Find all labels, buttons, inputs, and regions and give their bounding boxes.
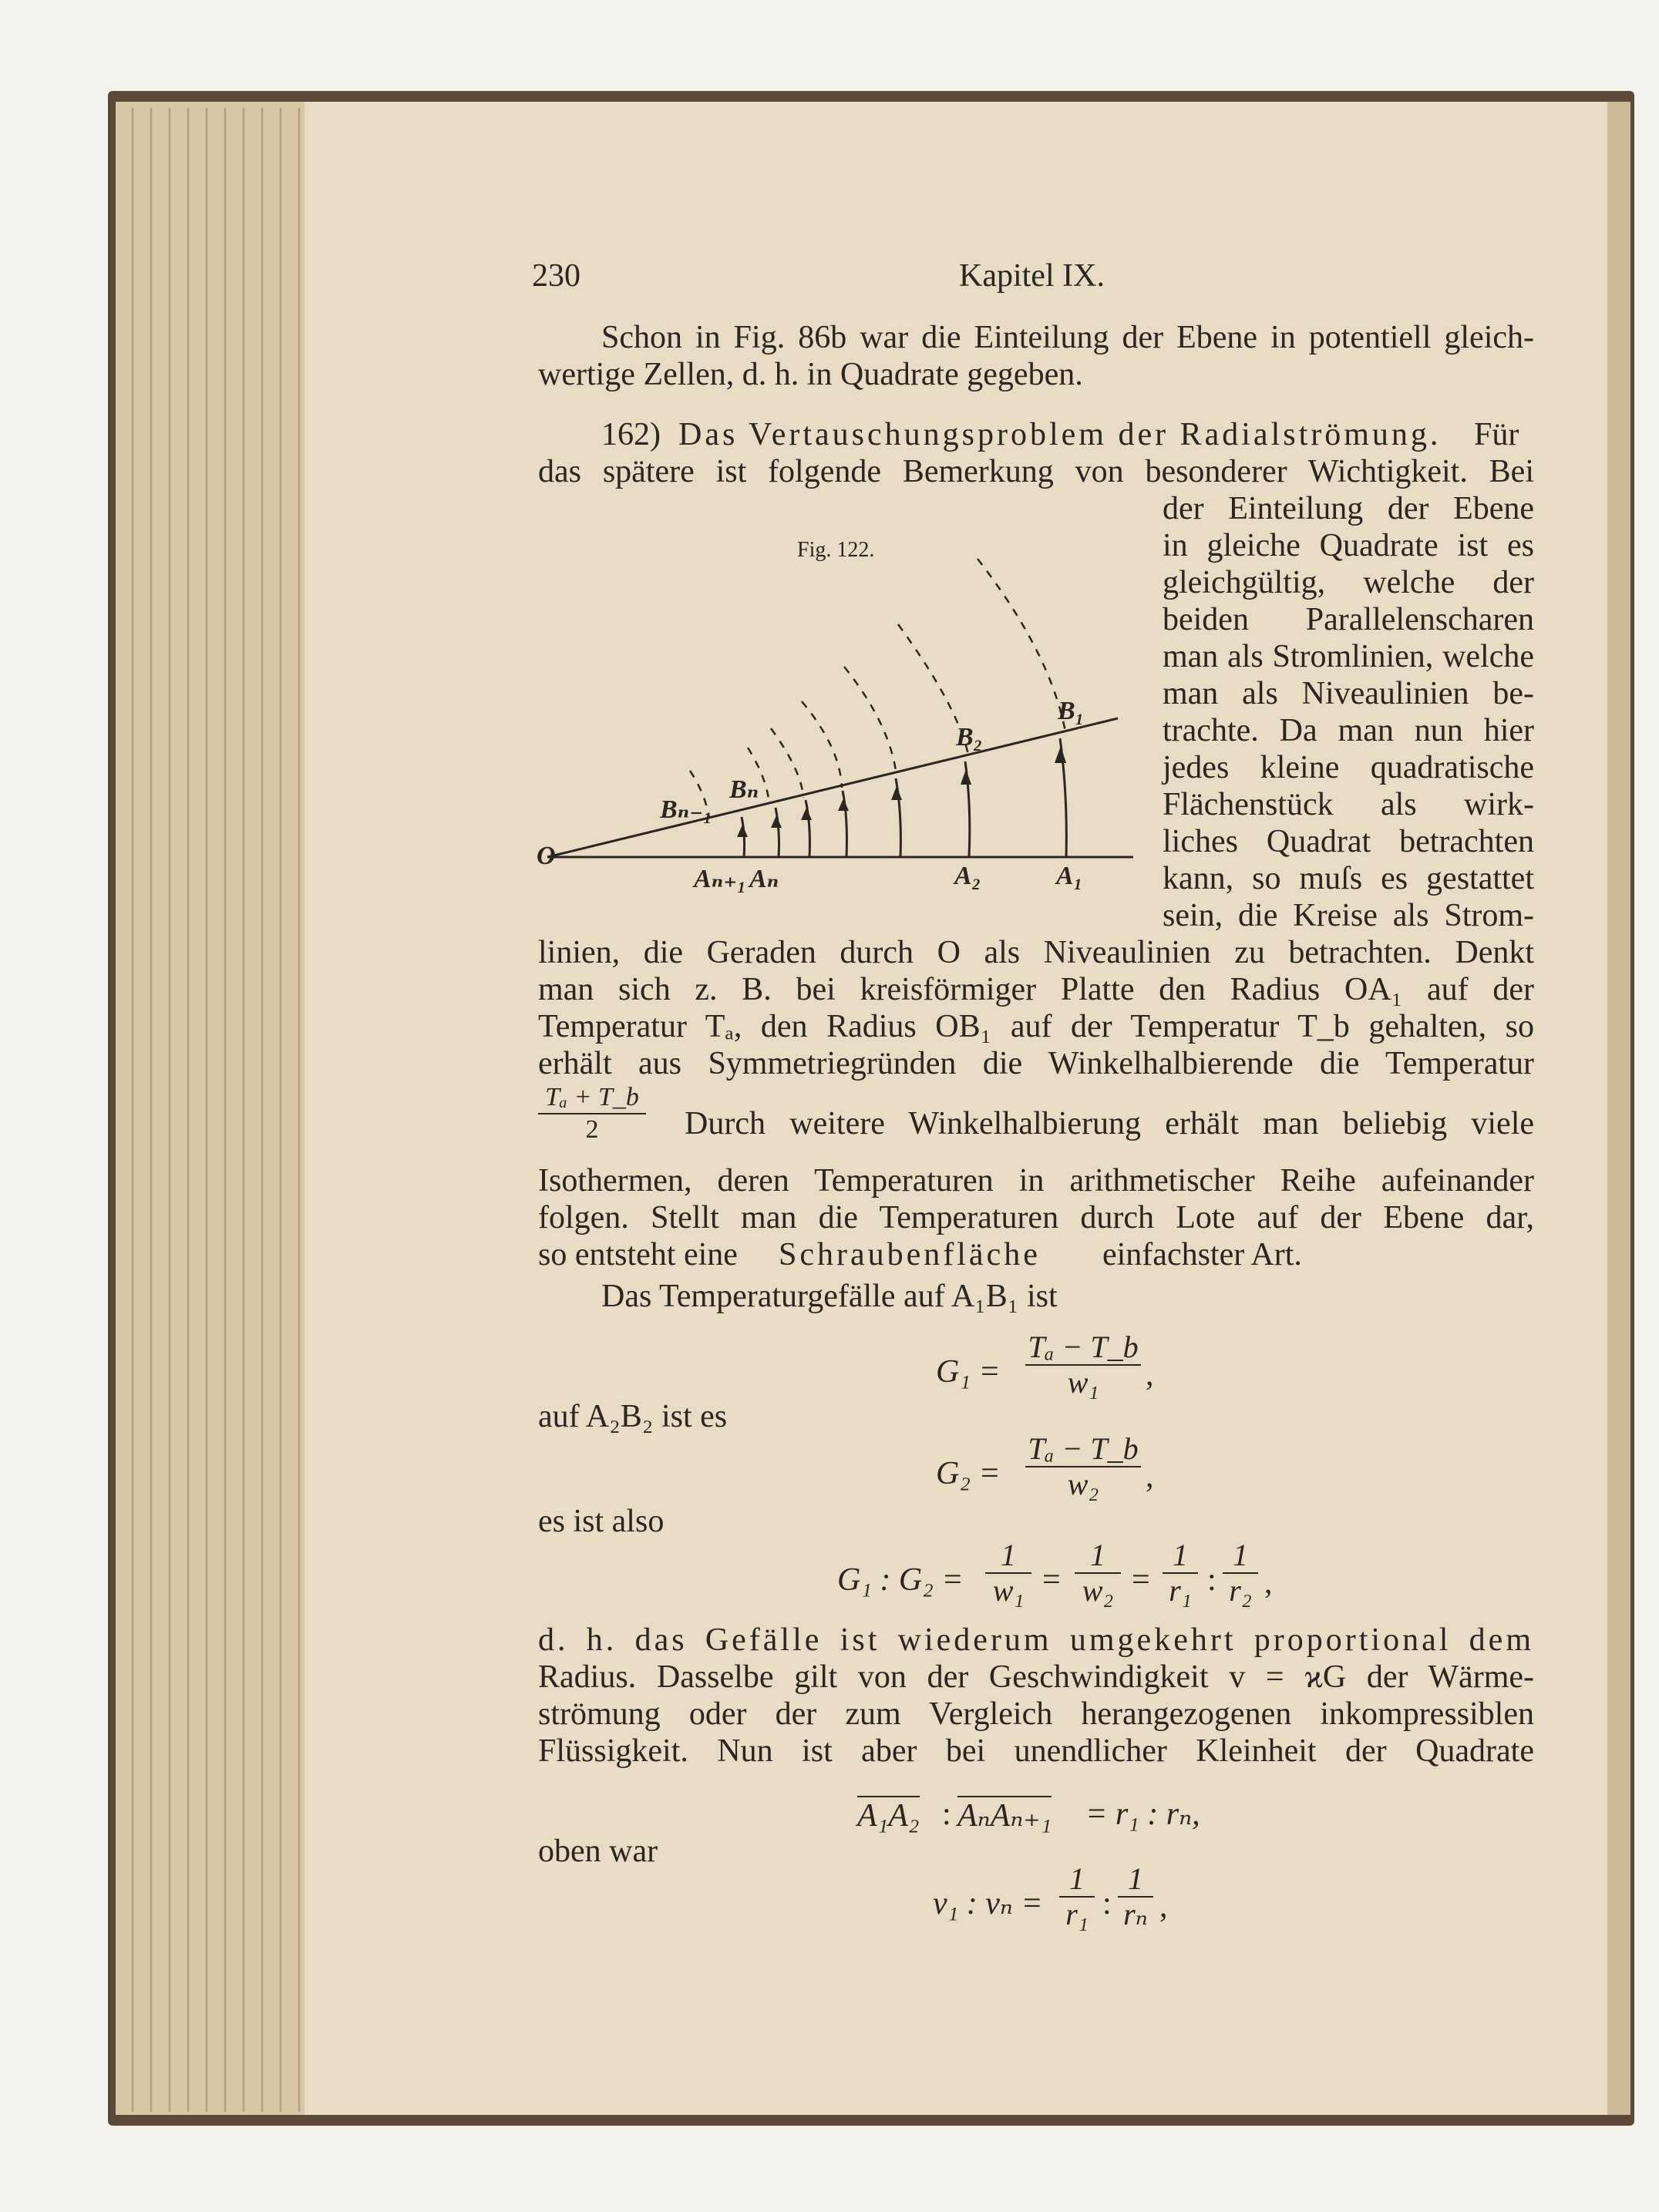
text-line: gleichgültig, welche der [1163,565,1534,600]
punctuation: , [1146,1357,1154,1393]
fraction-half [538,1082,646,1145]
text-line: erhält aus Symmetriegründen die Winkelhalbierende die Temperatur [538,1046,1534,1081]
fraction-numerator: 1 [1173,1538,1188,1572]
text-line: man sich z. B. bei kreisförmiger Platte den Radius OA₁ auf der [538,972,1534,1007]
colon-sign: : [1207,1562,1216,1598]
running-head: Kapitel IX. [959,258,1105,294]
punctuation: , [1146,1459,1154,1494]
arc-4 [802,701,842,788]
text-line: auf A₂B₂ ist es [538,1399,728,1434]
text-line: strömung oder der zum Vergleich herangezogenen inkompressiblen [538,1696,1534,1732]
text-line: Isothermen, deren Temperaturen in arithmetischer Reihe aufeinander [538,1163,1534,1198]
fraction-denominator: r₁ [1059,1896,1095,1931]
text-line: Flächenstück als wirk- [1163,787,1534,822]
text-line: Radius. Dasselbe gilt von der Geschwindigkeit v = ϰG der Wärme- [538,1659,1534,1695]
punctuation: , [1264,1565,1273,1601]
text-line: der Einteilung der Ebene [1163,491,1534,526]
text-line: Das Temperaturgefälle auf A₁B₁ ist [601,1279,1058,1314]
fraction-denominator: r₂ [1223,1572,1258,1608]
fraction-g1 [1025,1330,1141,1400]
fraction-numerator: Tₐ − T_b [1028,1330,1139,1364]
text-line: beiden Parallelenscharen [1163,602,1534,637]
text-line: d. h. das Gefälle ist wiederum umgekehrt proportional dem [538,1622,1534,1658]
text-line: linien, die Geraden durch O als Niveaulinien zu betrachten. Denkt [538,935,1534,970]
page-number: 230 [532,258,580,294]
fraction-denominator: w₁ [1025,1364,1141,1400]
text-line: in gleiche Quadrate ist es [1163,528,1534,563]
colon-sign: : [1102,1886,1112,1921]
fraction-1-r1 [1163,1538,1198,1608]
text-line: liches Quadrat betrachten [1163,824,1534,859]
punctuation: , [1159,1889,1168,1925]
text-line: einfachster Art. [1102,1237,1302,1272]
text-line: Für [1474,417,1519,452]
text-line: trachte. Da man nun hier [1163,713,1534,748]
text-line: es ist also [538,1504,665,1539]
text-line: Durch weitere Winkelhalbierung erhält man beliebig viele [685,1106,1534,1141]
label-An: Aₙ [749,865,779,893]
fraction-denominator: w₁ [985,1572,1031,1608]
fraction-numerator: 1 [1128,1861,1143,1896]
text-line: Flüssigkeit. Nun ist aber bei unendlicher Kleinheit der Quadrate [538,1733,1534,1769]
formula-rest: = r₁ : rₙ, [1085,1797,1200,1832]
fraction-1-w1 [985,1538,1031,1608]
label-A1: A₁ [1056,862,1083,890]
fraction-numerator: 1 [1001,1538,1016,1572]
emphasis-text: Schraubenfläche [779,1237,1041,1272]
formula-lhs: v₁ : vₙ = [933,1886,1043,1921]
figure-caption: Fig. 122. [797,538,875,562]
label-Bn: Bₙ [729,775,759,804]
fraction-numerator: Tₐ + T_b [545,1083,639,1111]
fraction-denominator: 2 [538,1113,646,1145]
text-line: man als Niveaulinien be- [1163,676,1534,711]
fraction-numerator: 1 [1090,1538,1105,1572]
section-title: Das Vertauschungsproblem der Radialströmung. [678,417,1442,452]
colon-sign: : [942,1797,951,1832]
text-line: das spätere ist folgende Bemerkung von besonderer Wichtigkeit. Bei [538,454,1534,489]
ray-ob1 [547,718,1118,857]
text-line: folgen. Stellt man die Temperaturen durch Lote auf der Ebene dar, [538,1200,1534,1235]
label-B1: B₁ [1058,697,1085,725]
formula-lhs: G₁ : G₂ = [837,1562,964,1598]
fraction-numerator: 1 [1069,1861,1085,1896]
fraction-1-r2 [1223,1538,1258,1608]
fraction-denominator: r₁ [1163,1572,1198,1608]
label-Bn-1: Bₙ₋₁ [660,795,713,824]
label-B2: B₂ [956,723,983,751]
fraction-1-r1 [1059,1862,1095,1931]
text-line: wertige Zellen, d. h. in Quadrate gegeben. [538,357,1083,392]
formula-lhs: G₂ = [936,1456,1001,1491]
label-An+1: Aₙ₊₁ [694,865,747,893]
fraction-denominator: w₂ [1075,1572,1121,1608]
text-line: jedes kleine quadratische [1163,750,1534,785]
equals-sign: = [1132,1562,1150,1598]
fraction-1-rn [1118,1862,1153,1931]
text-line: man als Stromlinien, welche [1163,639,1534,674]
segment-anan1: AₙAₙ₊₁ [957,1796,1052,1834]
fraction-denominator: w₂ [1025,1466,1141,1501]
text-line: oben war [538,1834,658,1869]
fraction-numerator: Tₐ − T_b [1028,1431,1139,1466]
fraction-denominator: rₙ [1118,1896,1153,1931]
text-line: sein, die Kreise als Strom- [1163,898,1534,933]
arc-b1 [978,559,1066,736]
text-line: kann, so muſs es gestattet [1163,861,1534,896]
segment-a1a2: A₁A₂ [857,1796,920,1834]
label-A2: A₂ [954,862,981,890]
arc-3 [844,667,897,776]
equals-sign: = [1042,1562,1061,1598]
text-line: Schon in Fig. 86b war die Einteilung der Ebene in potentiell gleich- [601,320,1534,355]
text-line: so entsteht eine [538,1237,738,1272]
arc-5 [771,728,803,798]
fraction-numerator: 1 [1233,1538,1248,1572]
text-line: Temperatur Tₐ, den Radius OB₁ auf der Temperatur T_b gehalten, so [538,1009,1534,1044]
label-O: O [537,842,556,870]
fraction-g2 [1025,1432,1141,1501]
fraction-1-w2 [1075,1538,1121,1608]
section-number: 162) [601,417,661,452]
formula-lhs: G₁ = [936,1354,1001,1390]
